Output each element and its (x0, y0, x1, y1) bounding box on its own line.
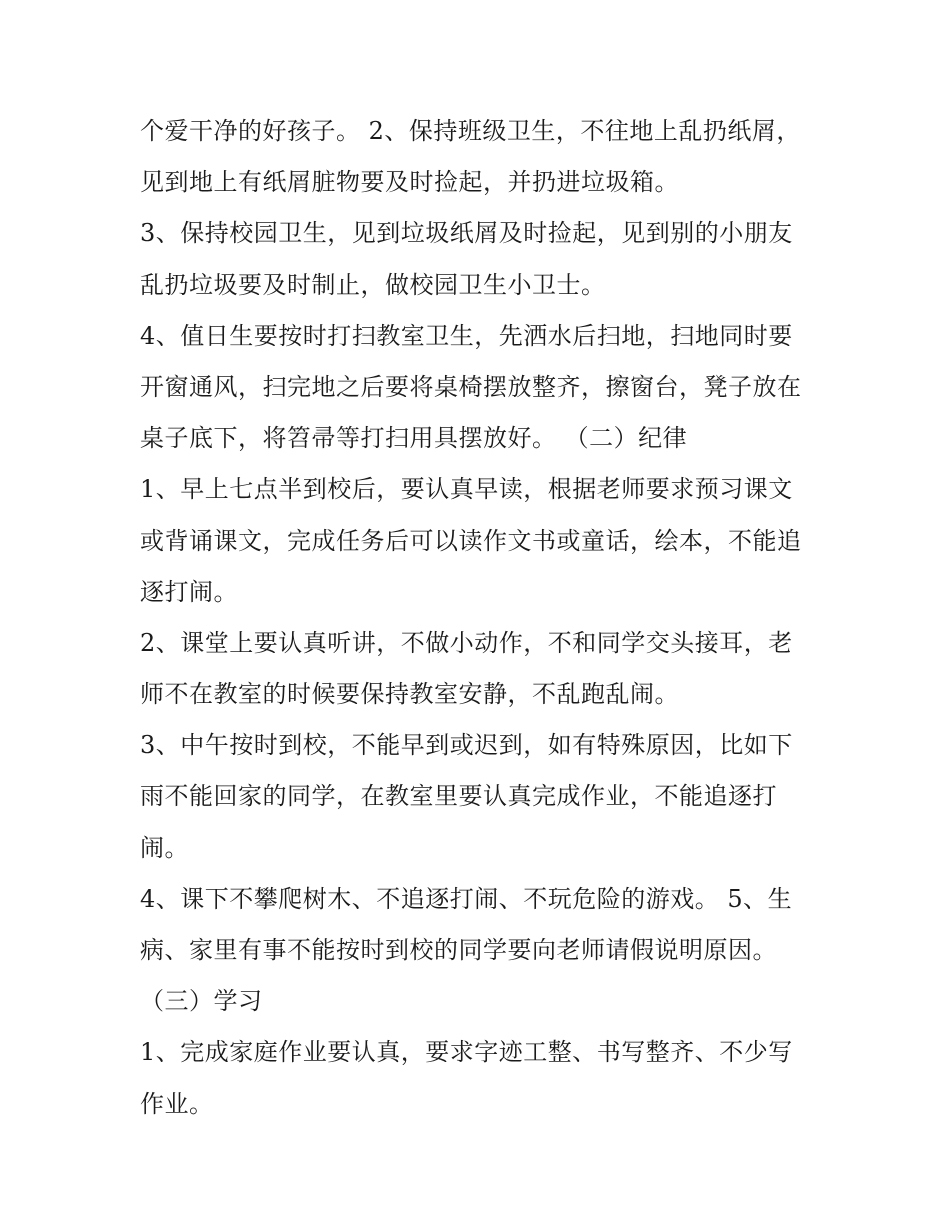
text-line: 3、保持校园卫生，见到垃圾纸屑及时捡起，见到别的小朋友 (140, 219, 793, 248)
text-line: 3、中午按时到校，不能早到或迟到，如有特殊原因，比如下 (140, 731, 793, 760)
text-line: 病、家里有事不能按时到校的同学要向老师请假说明原因。 (140, 936, 777, 964)
text-line: 乱扔垃圾要及时制止，做校园卫生小卫士。 (140, 270, 606, 299)
text-line: 1、完成家庭作业要认真，要求字迹工整、书写整齐、不少写 (140, 1038, 793, 1067)
text-line: 见到地上有纸屑脏物要及时捡起，并扔进垃圾箱。 (140, 168, 679, 197)
text-line: 1、早上七点半到校后，要认真早读，根据老师要求预习课文 (140, 475, 793, 504)
text-line: 4、值日生要按时打扫教室卫生，先洒水后扫地，扫地同时要 (140, 321, 793, 350)
text-line: 桌子底下，将笤帚等打扫用具摆放好。 （二）纪律 (140, 424, 688, 453)
text-line: 2、课堂上要认真听讲，不做小动作，不和同学交头接耳，老 (140, 628, 793, 657)
text-line: 开窗通风，扫完地之后要将桌椅摆放整齐，擦窗台，凳子放在 (140, 372, 802, 401)
text-line: 4、课下不攀爬树木、不追逐打闹、不玩危险的游戏。 5、生 (140, 884, 793, 913)
text-line: 雨不能回家的同学，在教室里要认真完成作业，不能追逐打 (140, 782, 777, 811)
text-line: 闹。 (140, 833, 189, 862)
section-heading: （三）学习 (140, 987, 263, 1016)
text-line: 逐打闹。 (140, 577, 238, 606)
text-line: 个爱干净的好孩子。 2、保持班级卫生，不往地上乱扔纸屑， (140, 117, 801, 145)
text-line: 或背诵课文，完成任务后可以读作文书或童话，绘本，不能追 (140, 526, 802, 555)
text-line: 作业。 (140, 1089, 214, 1118)
text-line: 师不在教室的时候要保持教室安静，不乱跑乱闹。 (140, 680, 679, 709)
document-body (140, 106, 830, 1130)
